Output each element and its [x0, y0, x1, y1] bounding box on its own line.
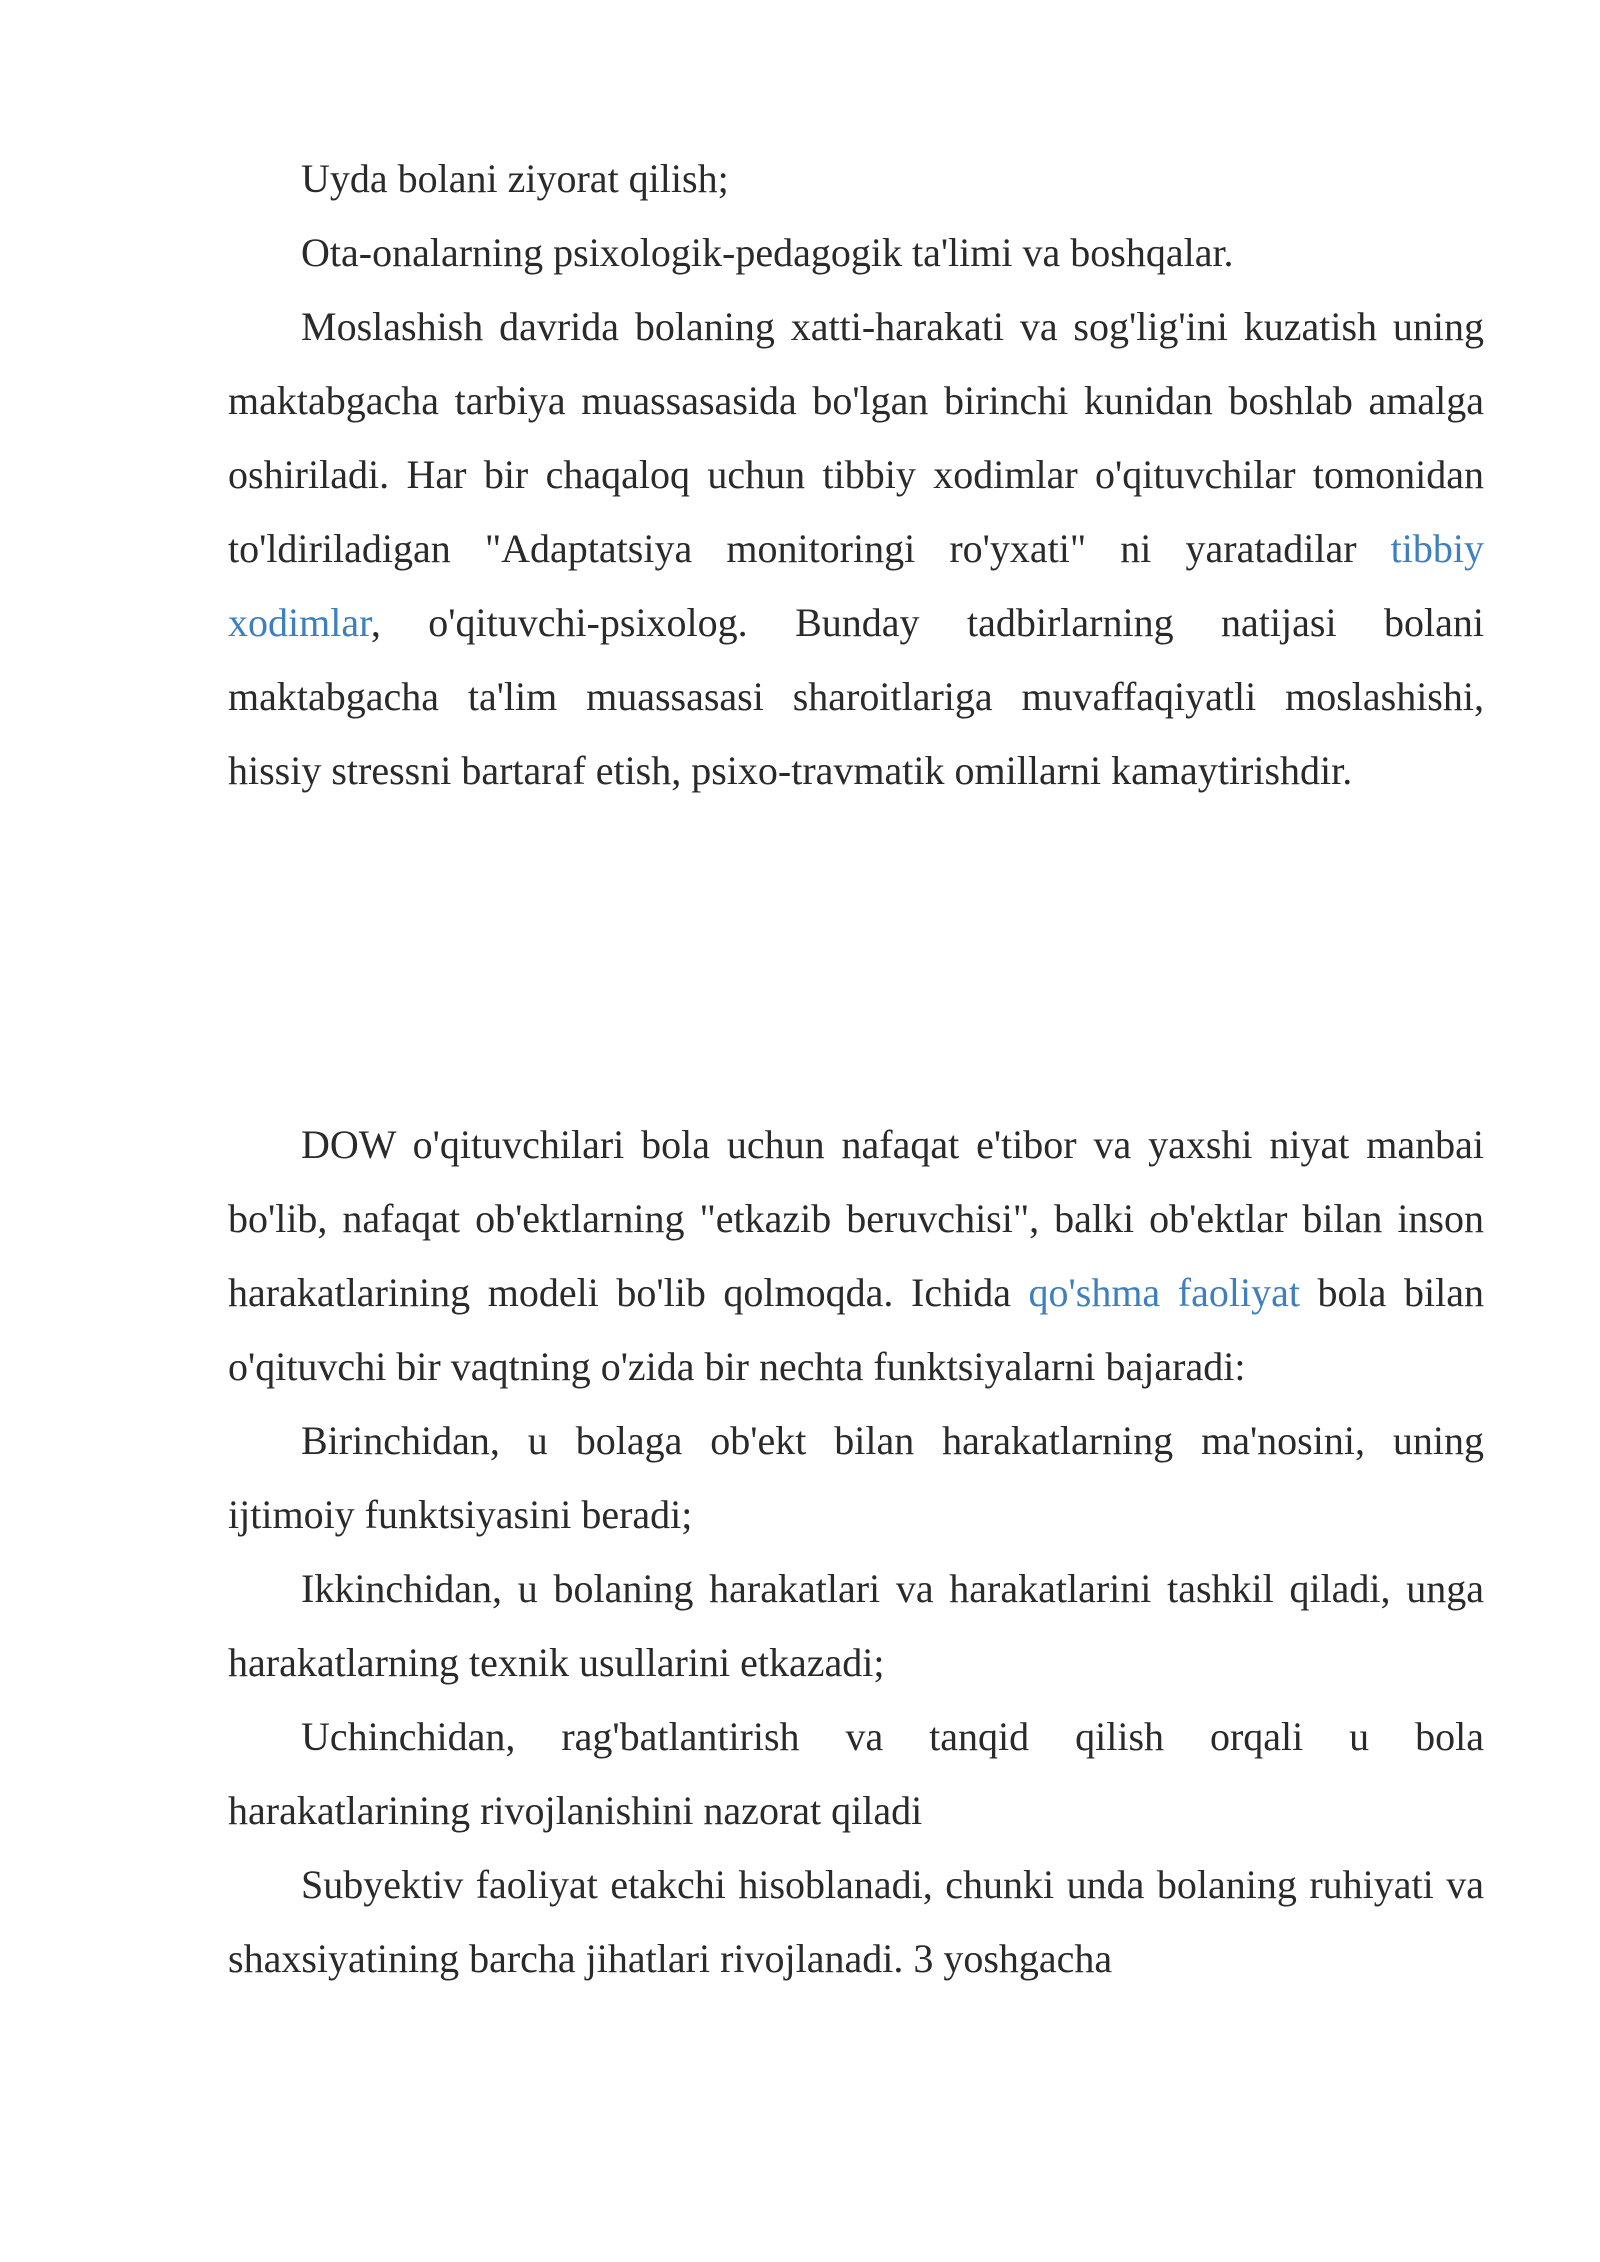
section-teacher-role [228, 1108, 1484, 1996]
paragraph-text: DOW o'qituvchilari bola uchun nafaqat e'tibor va yaxshi niyat manbai bo'lib, nafaqat ob'ektlarning "etkazib beruvchisi", balki ob'ektlar bilan inson harakatlarining modeli bo'lib qolmoqda. Ichida [228, 1122, 1484, 1315]
paragraph-third-function: Uchinchidan, rag'batlantirish va tanqid qilish orqali u bola harakatlarining rivojlanishini nazorat qiladi [228, 1714, 1484, 1833]
section-parent-work [228, 142, 1484, 808]
paragraph-first-function: Birinchidan, u bolaga ob'ekt bilan harakatlarning ma'nosini, uning ijtimoiy funktsiyasini beradi; [228, 1418, 1484, 1537]
link-joint-activity[interactable]: qo'shma faoliyat [1028, 1270, 1300, 1315]
paragraph-text: bola bilan o'qituvchi bir vaqtning o'zida bir nechta funktsiyalarni bajaradi: [228, 1270, 1484, 1389]
link-medical-staff[interactable]: tibbiy xodimlar [228, 526, 1484, 645]
paragraph-home-visit: Uyda bolani ziyorat qilish; [301, 156, 729, 201]
paragraph-second-function: Ikkinchidan, u bolaning harakatlari va harakatlarini tashkil qiladi, unga harakatlarning texnik usullarini etkazadi; [228, 1566, 1484, 1685]
paragraph-parent-education: Ota-onalarning psixologik-pedagogik ta'limi va boshqalar. [301, 230, 1234, 275]
paragraph-dow-teachers [228, 1108, 1484, 1404]
paragraph-subject-activity: Subyektiv faoliyat etakchi hisoblanadi, chunki unda bolaning ruhiyati va shaxsiyatining barcha jihatlari rivojlanadi. 3 yoshgacha [228, 1862, 1484, 1981]
paragraph-text: , o'qituvchi-psixolog. Bunday tadbirlarning natijasi bolani maktabgacha ta'lim muassasasi sharoitlariga muvaffaqiyatli moslashishi, hissiy stressni bartaraf etish, psixo-travmatik omillarni kamaytirishdir. [228, 600, 1484, 793]
paragraph-adaptation-monitoring [228, 290, 1484, 808]
paragraph-text: Moslashish davrida bolaning xatti-harakati va sog'lig'ini kuzatish uning maktabgacha tarbiya muassasasida bo'lgan birinchi kunidan boshlab amalga oshiriladi. Har bir chaqaloq uchun tibbiy xodimlar o'qituvchilar tomonidan to'ldiriladigan "Adaptatsiya monitoringi ro'yxati" ni yaratadilar [228, 304, 1484, 571]
